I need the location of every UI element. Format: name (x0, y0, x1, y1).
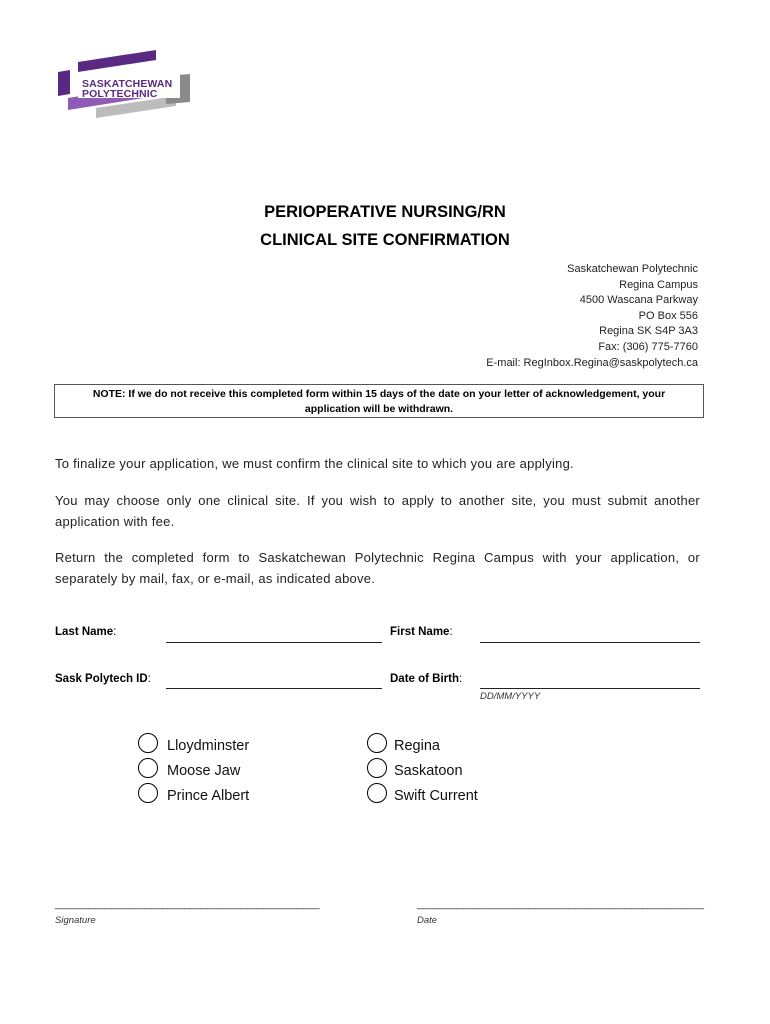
logo-line-2: POLYTECHNIC (82, 88, 158, 100)
date-label: Date (417, 915, 438, 926)
page-title (0, 198, 770, 254)
radio-swift-current[interactable] (367, 783, 387, 803)
fax-line: Fax: (306) 775-7760 (598, 340, 698, 353)
title-line-1: PERIOPERATIVE NURSING/RN (264, 203, 506, 221)
first-name-label: First Name: (390, 626, 453, 638)
radio-lloydminster[interactable] (138, 733, 158, 753)
signature-label: Signature (55, 915, 96, 926)
last-name-field[interactable] (166, 642, 382, 643)
date-of-birth-field[interactable] (480, 688, 700, 689)
date-format-hint: DD/MM/YYYY (480, 691, 541, 702)
note-line-1: NOTE: If we do not receive this completed form within 15 days of the date on your letter of acknowledgement, your (92, 388, 666, 400)
radio-moose-jaw[interactable] (138, 758, 158, 778)
site-label-swift-current: Swift Current (394, 788, 478, 804)
last-name-label: Last Name: (55, 626, 117, 638)
date-of-birth-label: Date of Birth: (390, 673, 463, 685)
first-name-field[interactable] (480, 642, 700, 643)
site-label-prince-albert: Prince Albert (167, 788, 250, 804)
address-line: Saskatchewan Polytechnic (567, 263, 698, 275)
sask-polytech-id-label: Sask Polytech ID: (55, 673, 151, 685)
sask-polytech-id-field[interactable] (166, 688, 382, 689)
radio-prince-albert[interactable] (138, 783, 158, 803)
instruction-paragraph-2: You may choose only one clinical site. If you wish to apply to another site, you must submit another application with fee. (55, 493, 700, 529)
email-line: E-mail: RegInbox.Regina@saskpolytech.ca (486, 356, 698, 369)
address-line: 4500 Wascana Parkway (579, 294, 698, 307)
address-line: Regina Campus (619, 278, 698, 291)
title-line-2: CLINICAL SITE CONFIRMATION (260, 231, 510, 249)
address-line: Regina SK S4P 3A3 (599, 325, 698, 338)
site-label-moose-jaw: Moose Jaw (167, 763, 241, 779)
instruction-paragraph-3: Return the completed form to Saskatchewan Polytechnic Regina Campus with your application, or separately by mail, fax, or e-mail, as indicated above. (55, 550, 700, 586)
note-line-2: application will be withdrawn. (304, 403, 454, 415)
site-label-regina: Regina (394, 738, 440, 754)
address-line: PO Box 556 (638, 309, 698, 322)
saskatchewan-polytechnic-logo (56, 48, 196, 124)
site-label-lloydminster: Lloydminster (167, 738, 250, 754)
radio-regina[interactable] (367, 733, 387, 753)
logo-line-1: SASKATCHEWAN (82, 78, 173, 90)
signature-line[interactable]: _______________________________________________ (55, 898, 320, 910)
radio-saskatoon[interactable] (367, 758, 387, 778)
instruction-paragraph-1: To finalize your application, we must confirm the clinical site to which you are applying. (55, 456, 574, 471)
address-block (486, 262, 698, 371)
site-label-saskatoon: Saskatoon (394, 763, 463, 779)
date-line[interactable]: ___________________________________________________ (417, 898, 704, 910)
note-box (54, 384, 704, 418)
